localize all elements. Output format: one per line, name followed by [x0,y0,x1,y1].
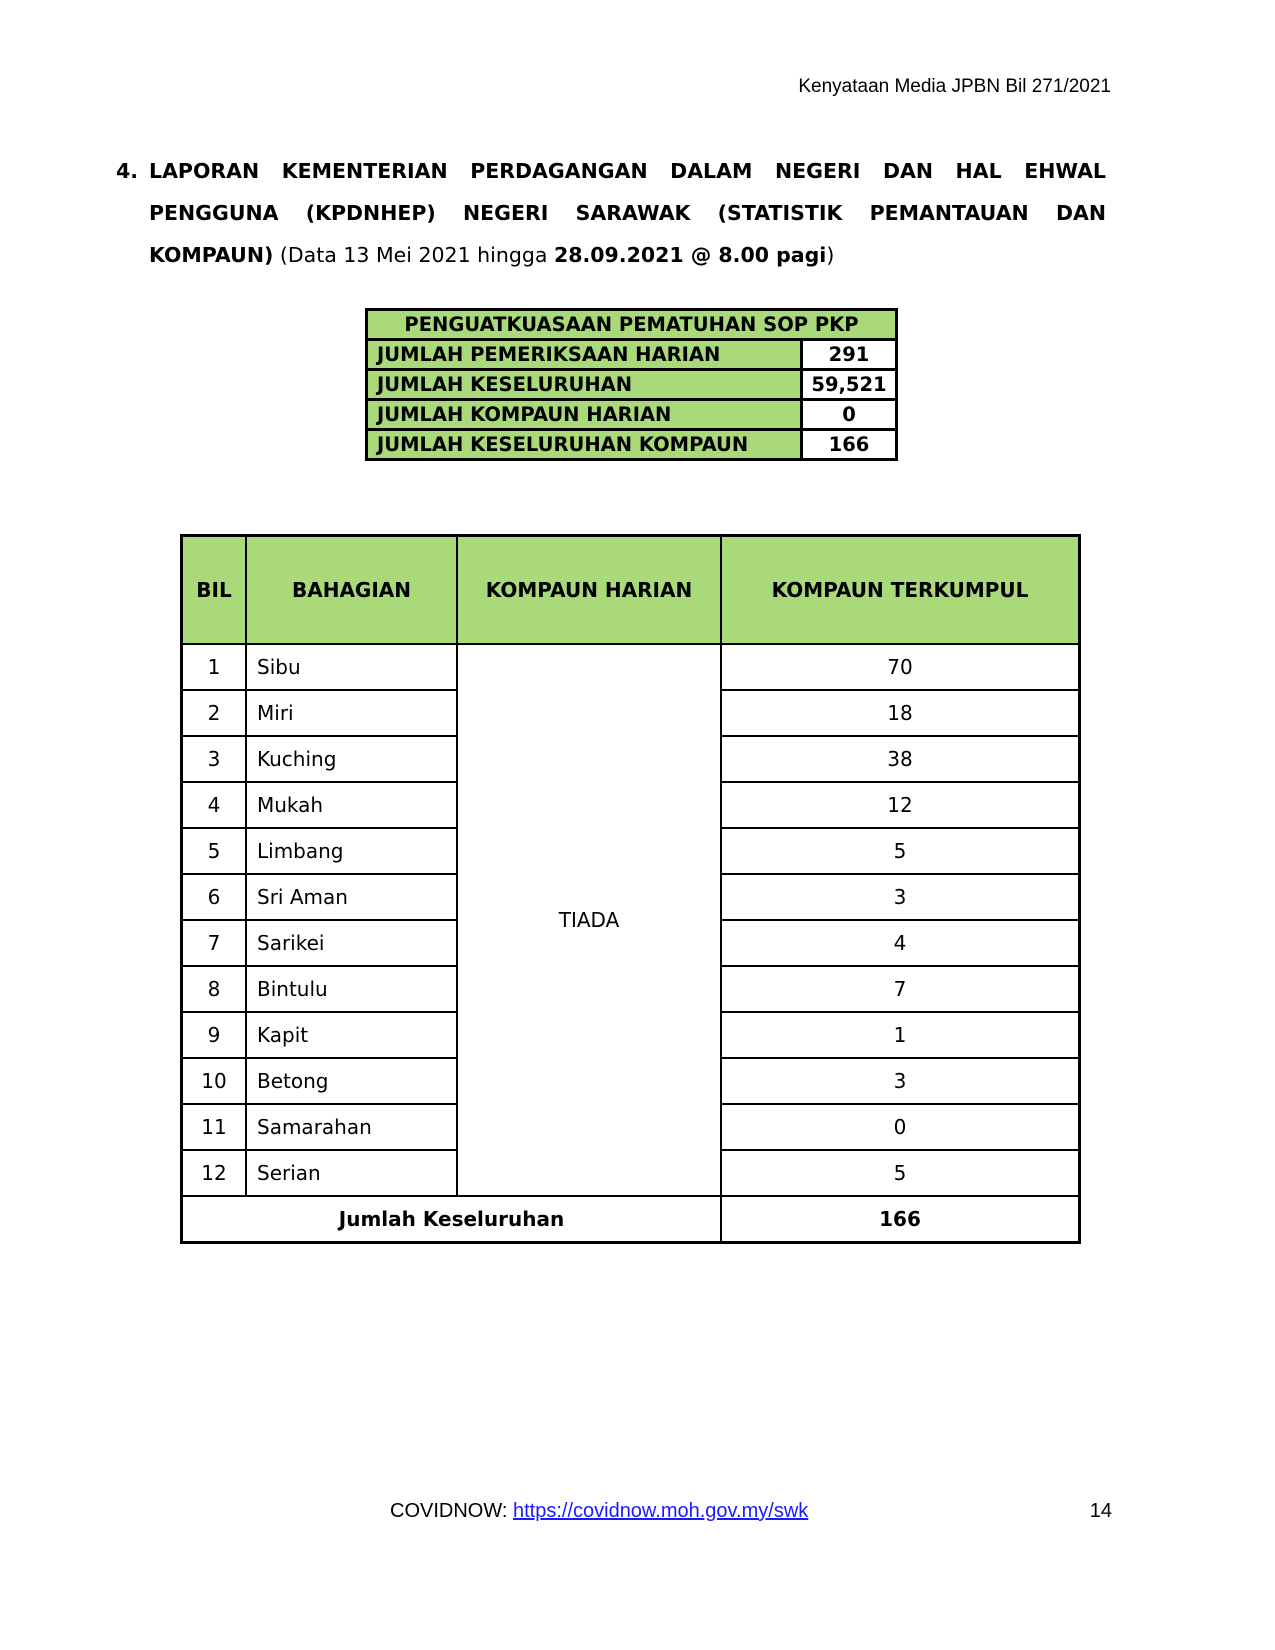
cell-bil: 3 [182,736,247,782]
summary-label: JUMLAH KOMPAUN HARIAN [367,400,802,430]
header-kompaun-harian: KOMPAUN HARIAN [457,536,721,645]
header-kompaun-terkumpul: KOMPAUN TERKUMPUL [721,536,1080,645]
summary-value: 291 [802,340,897,370]
page-number: 14 [1089,1500,1112,1522]
cell-bil: 6 [182,874,247,920]
cell-terkumpul: 3 [721,1058,1080,1104]
cell-terkumpul: 0 [721,1104,1080,1150]
header-bil: BIL [182,536,247,645]
cell-bil: 5 [182,828,247,874]
section-number: 4. [116,159,139,183]
cell-bahagian: Sibu [246,644,457,690]
summary-label: JUMLAH PEMERIKSAAN HARIAN [367,340,802,370]
cell-bil: 4 [182,782,247,828]
data-range-date: 28.09.2021 @ 8.00 pagi [553,243,827,267]
cell-bil: 2 [182,690,247,736]
footer [390,1500,808,1523]
cell-terkumpul: 38 [721,736,1080,782]
cell-bahagian: Kapit [246,1012,457,1058]
summary-row [367,430,897,460]
cell-bil: 11 [182,1104,247,1150]
cell-bahagian: Limbang [246,828,457,874]
cell-terkumpul: 4 [721,920,1080,966]
summary-label: JUMLAH KESELURUHAN [367,370,802,400]
cell-terkumpul: 70 [721,644,1080,690]
cell-kompaun-harian-merged: TIADA [457,644,721,1196]
summary-title: PENGUATKUASAAN PEMATUHAN SOP PKP [367,310,897,340]
summary-row [367,370,897,400]
section-title-bold: LAPORAN KEMENTERIAN PERDAGANGAN DALAM NEGERI DAN HAL EHWAL PENGGUNA (KPDNHEP) NEGERI SARAWAK (STATISTIK PEMANTAUAN DAN KOMPAUN) [149,159,1106,267]
cell-terkumpul: 18 [721,690,1080,736]
total-value: 166 [721,1196,1080,1243]
document-reference: Kenyataan Media JPBN Bil 271/2021 [798,76,1111,97]
summary-value: 0 [802,400,897,430]
section-heading [116,150,1106,276]
total-label: Jumlah Keseluruhan [182,1196,722,1243]
cell-terkumpul: 5 [721,828,1080,874]
data-range-suffix: ) [826,243,835,267]
cell-terkumpul: 7 [721,966,1080,1012]
cell-bil: 12 [182,1150,247,1196]
cell-bahagian: Sarikei [246,920,457,966]
summary-row [367,400,897,430]
cell-bahagian: Bintulu [246,966,457,1012]
summary-table [365,308,898,461]
covidnow-link[interactable]: https://covidnow.moh.gov.my/swk [512,1500,809,1522]
cell-bil: 1 [182,644,247,690]
cell-bahagian: Serian [246,1150,457,1196]
cell-terkumpul: 5 [721,1150,1080,1196]
summary-value: 59,521 [802,370,897,400]
cell-bil: 7 [182,920,247,966]
header-bahagian: BAHAGIAN [246,536,457,645]
summary-row [367,340,897,370]
total-row [182,1196,1080,1243]
cell-bil: 10 [182,1058,247,1104]
data-range-prefix: (Data 13 Mei 2021 hingga [279,243,554,267]
cell-bil: 8 [182,966,247,1012]
cell-bahagian: Kuching [246,736,457,782]
footer-label: COVIDNOW: [390,1500,513,1522]
section-title [149,150,1106,276]
cell-terkumpul: 1 [721,1012,1080,1058]
summary-value: 166 [802,430,897,460]
cell-bahagian: Sri Aman [246,874,457,920]
cell-bahagian: Betong [246,1058,457,1104]
cell-bil: 9 [182,1012,247,1058]
cell-bahagian: Mukah [246,782,457,828]
cell-terkumpul: 12 [721,782,1080,828]
summary-label: JUMLAH KESELURUHAN KOMPAUN [367,430,802,460]
cell-terkumpul: 3 [721,874,1080,920]
table-row [182,644,1080,690]
kompaun-table [180,534,1081,1244]
cell-bahagian: Miri [246,690,457,736]
cell-bahagian: Samarahan [246,1104,457,1150]
